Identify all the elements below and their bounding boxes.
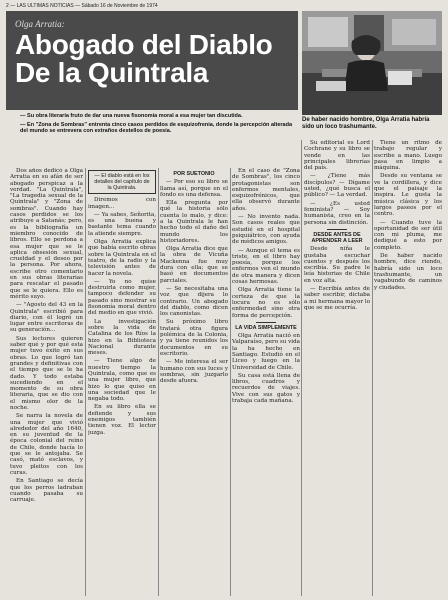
body-paragraph: — ¿Tiene más discípulos? — Dígame usted, ¿qué busca el público? — La verdad. bbox=[304, 173, 370, 199]
issue-date: Sábado 16 de Noviembre de 1974 bbox=[81, 3, 158, 9]
body-paragraph: — No invento nada. Son casos reales que estudié en el hospital psiquiátrico, con ayuda de médicos amigos. bbox=[232, 214, 300, 246]
body-paragraph: — ¿Es usted feminista? — Soy humanista, creo en la persona sin distinción. bbox=[304, 200, 370, 226]
column-divider bbox=[85, 168, 86, 596]
headline-banner bbox=[6, 11, 298, 110]
body-paragraph: — Aunque el tema es triste, en el libro hay poesía, porque los enfermos ven el mundo de otra manera y dicen cosas hermosas. bbox=[232, 247, 300, 286]
body-paragraph: Desde niña le gustaba escuchar cuentos y después los escribía. Su padre le leía historias de Chile en voz alta. bbox=[304, 246, 370, 284]
body-paragraph: En el caso de "Zona de Sombras", los cinco protagonistas son enfermos mentales, esquizofrénicos, que ella observó durante años. bbox=[232, 168, 300, 212]
body-paragraph: — Tiene algo de nuestro tiempo la Quintrala, como que es una mujer libre, que hizo lo que quiso en una sociedad que le negaba todo. bbox=[88, 358, 156, 403]
body-paragraph: Ella pregunta por qué la historia sólo cuenta lo malo, y dice: a la Quintrala le han hecho todo el daño del mundo los historiadores. bbox=[160, 200, 228, 244]
page-number: 2 bbox=[6, 3, 9, 9]
body-paragraph: — Por eso su libro se llama así, porque en el fondo es una defensa. bbox=[160, 179, 228, 198]
body-paragraph: Olga Arratia nació en Valparaíso, pero su vida la ha hecho en Santiago. Estudió en el Liceo y luego en la Universidad de Chile. bbox=[232, 333, 300, 371]
body-paragraph: Diremos con imagen... bbox=[88, 197, 156, 210]
body-paragraph: — Me interesa el ser humano con sus luces y sombras, sin juzgarlo desde afuera. bbox=[160, 359, 228, 385]
body-paragraph: — Ya sabes, Señorita, es una buena y bastante tema cuando la atiende siempre. bbox=[88, 211, 156, 237]
body-paragraph: Desde su ventana se ve la cordillera, y dice que el paisaje la inspira. Le gusta la música clásica y los largos paseos por el centro. bbox=[374, 173, 442, 218]
body-paragraph: La investigación sobre la vida de Catalina de los Ríos la hizo en la Biblioteca Nacional durante meses. bbox=[88, 318, 156, 357]
body-paragraph: — Cuando tuve la oportunidad de ser útil con mi pluma, me dediqué a esto por completo. bbox=[374, 219, 442, 251]
body-paragraph: Olga Arratia dice que la obra de Vicuña Mackenna fue muy dura con ella; que se basó en documentos parciales. bbox=[160, 246, 228, 284]
subheading-vida bbox=[232, 322, 300, 331]
column-divider bbox=[301, 140, 302, 596]
subheading-text: DESDE ANTES DE APRENDER A LEER bbox=[311, 231, 363, 245]
lead-paragraph: — Su obra literaria fruto de dar una nueva fisonomía moral a esa mujer tan discutida. bbox=[20, 113, 243, 119]
body-paragraph: — Yo no quise destruirla como mujer, tampoco defender su pasado sino mostrar su fisonomía moral dentro del medio en que vivió. bbox=[88, 278, 156, 317]
column-divider bbox=[158, 168, 159, 596]
body-paragraph: — Escribía antes de saber escribir, dictaba a mi hermana mayor lo que se me ocurría. bbox=[304, 286, 370, 311]
article-lead bbox=[20, 113, 298, 137]
article-photo bbox=[302, 11, 442, 115]
column-4 bbox=[232, 168, 300, 598]
photo-caption: De haber nacido hombre, Olga Arratia habría sido un loco trashumante. bbox=[302, 117, 430, 130]
body-paragraph: Dos años dedicó a Olga Arratia en su afán de ser abogado perspicaz a la verdad. "La Quintrala", "La tragedia sexual de la Quintrala" y "Zona de sombras". Cuando hay casos perdidos se los atribuye a Satanás; pero, es la bibliografía un miembro conocido de libros. Ello se perdona a esa mujer que se le aplica obsesión sexual, crueldad y el deseo por la persona. Por ahora, escribe otro comentario en sus obras literarias para rescatar el pasado que se le quiera. Ello es mérito suyo. bbox=[10, 168, 83, 300]
body-paragraph: En su libro ella se defiende y sus enemigos también tienen voz. El lector juzga. bbox=[88, 404, 156, 436]
body-paragraph: — "Agosto del 43 en la Quintrala" escribió para diario, con él logró un lugar entre escritoras de su generación... bbox=[10, 302, 83, 334]
body-paragraph: En Santiago se decía que los perros ladraban cuando pasaba su carruaje. bbox=[10, 478, 83, 504]
boxed-note bbox=[88, 170, 156, 194]
page-header: 2 — LAS ULTIMAS NOTICIAS — Sábado 16 de Noviembre de 1974 bbox=[6, 3, 158, 9]
subheading-ante bbox=[304, 229, 370, 244]
body-paragraph: Tiene un ritmo de trabajo regular y escribe a mano. Luego pasa en limpio a máquina. bbox=[374, 140, 442, 172]
newspaper-name: LAS ULTIMAS NOTICIAS bbox=[16, 3, 74, 9]
body-paragraph: Se narra la novela de una mujer que vivió alrededor del año 1640, en su juventud de la época colonial del reino de Chile, donde hacía lo que se le antojaba. Se casó, mató esclavos, y tuvo pleitos con los curas. bbox=[10, 413, 83, 476]
column-6 bbox=[374, 140, 442, 598]
lead-paragraph: — En "Zona de Sombras" entrenta cinco casos perdidos de esquizofrenia, donde la percepción alterada del mundo se entrevera con extraños destellos de poesía. bbox=[20, 121, 293, 135]
column-divider bbox=[372, 140, 373, 596]
body-paragraph: De haber nacido hombre, dice riendo, habría sido un loco trashumante, un vagabundo de caminos y ciudades. bbox=[374, 253, 442, 291]
body-paragraph: Su próximo libro tratará otra figura polémica de la Colonia, y ya tiene reunidos los documentos en su escritorio. bbox=[160, 319, 228, 357]
column-3 bbox=[160, 168, 228, 598]
column-2 bbox=[88, 168, 156, 598]
woman-at-desk-photo-icon bbox=[302, 11, 442, 115]
article-title: Abogado del Diablo De la Quintrala bbox=[15, 29, 273, 88]
body-paragraph: Sus lectores quieren saber qué y por qué esta mujer tuvo éxito en sus obras. Lo que logró tan grandes y definitivas con el tiempo que se le ha dado. Y todo estaba sucediendo en el momento de su obra literaria, que se dio con el mismo olor de la noche. bbox=[10, 335, 83, 411]
box-label: POR SUETONIO bbox=[173, 171, 215, 177]
column-divider bbox=[230, 168, 231, 596]
article-author: Olga Arratia: bbox=[15, 19, 65, 29]
column-1 bbox=[10, 168, 83, 598]
body-paragraph: Olga Arratia tiene la certeza de que la locura no es sólo enfermedad sino otra forma de percepción. bbox=[232, 287, 300, 319]
section-label bbox=[160, 171, 228, 177]
column-5 bbox=[304, 140, 370, 598]
subheading-text: LA VIDA SIMPLEMENTE bbox=[235, 324, 297, 331]
body-paragraph: Su editorial es Lord Cochrane y su libro se vende en las principales librerías del país. bbox=[304, 140, 370, 172]
boxed-note-text: — El diablo está en los detalles del capítulo de la Quintrala. bbox=[94, 173, 150, 192]
body-paragraph: Su casa está llena de libros, cuadros y recuerdos de viajes. Vive con sus gatos y trabaja cada mañana. bbox=[232, 372, 300, 404]
body-paragraph: — Se necesitaba una voz que dijera lo contrario. Un abogado del diablo, como dicen los canonistas. bbox=[160, 285, 228, 318]
body-paragraph: Olga Arratia explica que había escrito obras sobre la Quintrala en el teatro, de la radio y la televisión antes de hacer la novela. bbox=[88, 239, 156, 277]
